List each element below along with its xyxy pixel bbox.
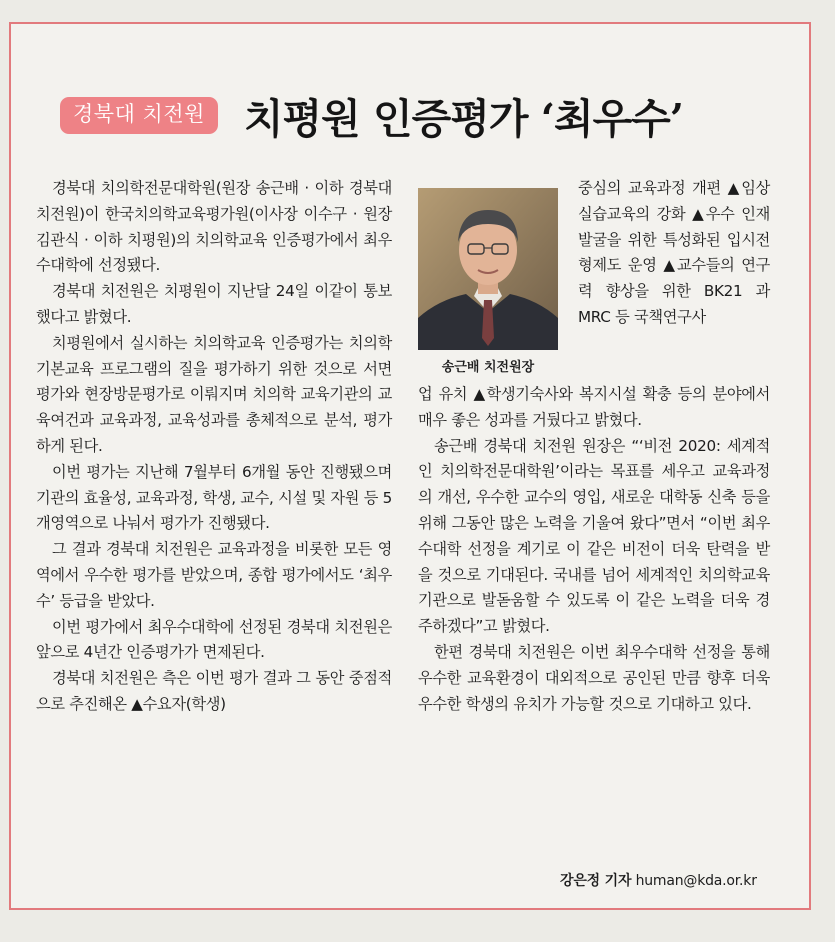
photo-caption: 송근배 치전원장: [441, 360, 535, 375]
paragraph: 경북대 치의학전문대학원(원장 송근배 · 이하 경북대 치전원)이 한국치의학교육평가원(이사장 이수구 · 원장 김관식 · 이하 치평원)의 치의학교육 인증평가에서 최우수대학에 선정됐다.: [36, 179, 392, 275]
section-badge: 경북대 치전원: [60, 97, 218, 133]
paragraph: 송근배 경북대 치전원 원장은 “‘비전 2020: 세계적인 치의학전문대학원’이라는 목표를 세우고 교육과정의 개선, 우수한 교수의 영입, 새로운 대학동 신축 등을 위해 그동안 많은 노력을 기울여 왔다”면서 “이번 최우수대학 선정을 계기로 이 같은 비전이 더욱 탄력을 받을 것으로 기대된다. 국내를 넘어 세계적인 치의학교육기관으로 발돋움할 수 있도록 이 같은 노력을 더욱 경주하겠다”고 밝혔다.: [418, 436, 770, 636]
portrait-illustration: [418, 188, 558, 350]
paragraph: 경북대 치전원은 측은 이번 평가 결과 그 동안 중점적으로 추진해온 ▲수요자(학생): [36, 669, 392, 713]
byline: [560, 870, 757, 890]
right-top-column: [578, 176, 770, 331]
paragraph: 이번 평가는 지난해 7월부터 6개월 동안 진행됐으며 기관의 효율성, 교육과정, 학생, 교수, 시설 및 자원 등 5개영역으로 나눠서 평가가 진행됐다.: [36, 462, 392, 533]
left-column: [36, 176, 392, 718]
paragraph: 경북대 치전원은 치평원이 지난달 24일 이같이 통보했다고 밝혔다.: [36, 282, 392, 326]
paragraph: 한편 경북대 치전원은 이번 최우수대학 선정을 통해 우수한 교육환경이 대외적으로 공인된 만큼 향후 더욱 우수한 학생의 유치가 가능할 것으로 기대하고 있다.: [418, 642, 770, 713]
paragraph: 그 결과 경북대 치전원은 교육과정을 비롯한 모든 영역에서 우수한 평가를 받았으며, 종합 평가에서도 ‘최우수’ 등급을 받았다.: [36, 540, 392, 610]
reporter-name: 강은정 기자: [560, 873, 632, 889]
paragraph: 이번 평가에서 최우수대학에 선정된 경북대 치전원은 앞으로 4년간 인증평가가 면제된다.: [36, 617, 392, 662]
right-column: [418, 382, 770, 717]
portrait-photo: [418, 188, 558, 350]
reporter-email[interactable]: human@kda.or.kr: [635, 873, 757, 889]
article-header: [60, 86, 683, 145]
paragraph-continuation: 업 유치 ▲학생기숙사와 복지시설 확충 등의 분야에서 매우 좋은 성과를 거뒀다고 밝혔다.: [418, 385, 770, 429]
paragraph: 중심의 교육과정 개편 ▲임상실습교육의 강화 ▲우수 인재 발굴을 위한 특성화된 입시전형제도 운영 ▲교수들의 연구력 향상을 위한 BK21 과 MRC 등 국책연구사: [578, 179, 770, 326]
headline: 치평원 인증평가 ‘최우수’: [243, 95, 684, 143]
paragraph: 치평원에서 실시하는 치의학교육 인증평가는 치의학 기본교육 프로그램의 질을 평가하기 위한 것으로 서면평가와 현장방문평가로 이뤄지며 치의학 교육기관의 교육여건과 교육과정, 교육성과를 총체적으로 분석, 평가하게 된다.: [36, 333, 392, 455]
